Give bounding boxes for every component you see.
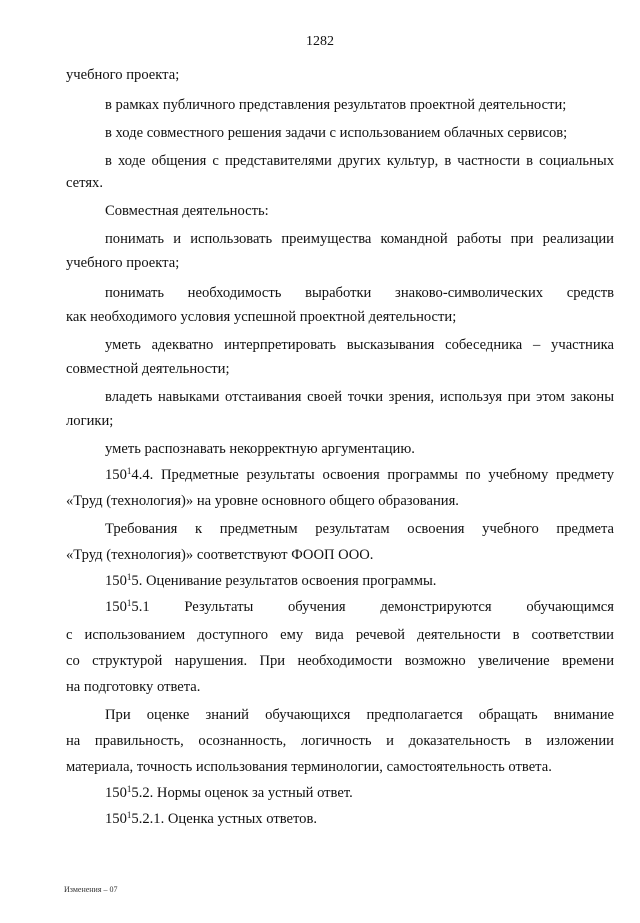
text-line: Совместная деятельность:	[105, 203, 269, 219]
text-line: учебного проекта;	[66, 255, 180, 271]
text-line: «Труд (технология)» соответствуют ФООП ООО.	[66, 547, 374, 563]
section-heading: $150^15.2$. Нормы оценок за устный ответ.	[105, 784, 353, 801]
text-line: логики;	[66, 413, 114, 429]
text-line: «Труд (технология)» на уровне основного общего образования.	[66, 493, 459, 509]
text-line: Требования к предметным результатам освоения учебного предмета	[105, 521, 614, 537]
text-line: на подготовку ответа.	[66, 679, 201, 695]
text-line: с использованием доступного ему вида речевой деятельности в соответствии	[66, 627, 614, 643]
text-line: как необходимого условия успешной проектной деятельности;	[66, 309, 457, 325]
footer-note: Изменения – 07	[64, 885, 118, 894]
text-line: сетях.	[66, 175, 103, 191]
section-heading: $150^14.4$. Предметные результаты освоения программы по учебному предмету	[105, 466, 614, 483]
text-line: в ходе общения с представителями других культур, в частности в социальных	[105, 153, 614, 169]
text-line: При оценке знаний обучающихся предполагается обращать внимание	[105, 707, 614, 723]
text-line: понимать и использовать преимущества командной работы при реализации	[105, 231, 614, 247]
section-heading: $150^15.1$ Результаты обучения демонстрируются обучающимся	[105, 598, 614, 615]
text-line: понимать необходимость выработки знаково-символических средств	[105, 285, 614, 301]
text-line: уметь адекватно интерпретировать высказывания собеседника – участника	[105, 337, 614, 353]
page-number: 1282	[306, 34, 334, 49]
section-heading: $150^15$. Оценивание результатов освоения программы.	[105, 572, 437, 589]
section-heading: $150^15.2.1$. Оценка устных ответов.	[105, 810, 318, 827]
text-line: материала, точность использования терминологии, самостоятельность ответа.	[66, 759, 552, 775]
text-line: в рамках публичного представления результатов проектной деятельности;	[105, 97, 567, 113]
text-line: владеть навыками отстаивания своей точки зрения, используя при этом законы	[105, 389, 614, 405]
text-line: в ходе совместного решения задачи с использованием облачных сервисов;	[105, 125, 568, 141]
text-line: совместной деятельности;	[66, 361, 230, 377]
text-line: со структурой нарушения. При необходимости возможно увеличение времени	[66, 653, 614, 669]
text-line: уметь распознавать некорректную аргументацию.	[105, 441, 415, 457]
text-line: учебного проекта;	[66, 67, 180, 83]
text-line: на правильность, осознанность, логичность и доказательность в изложении	[66, 733, 614, 749]
